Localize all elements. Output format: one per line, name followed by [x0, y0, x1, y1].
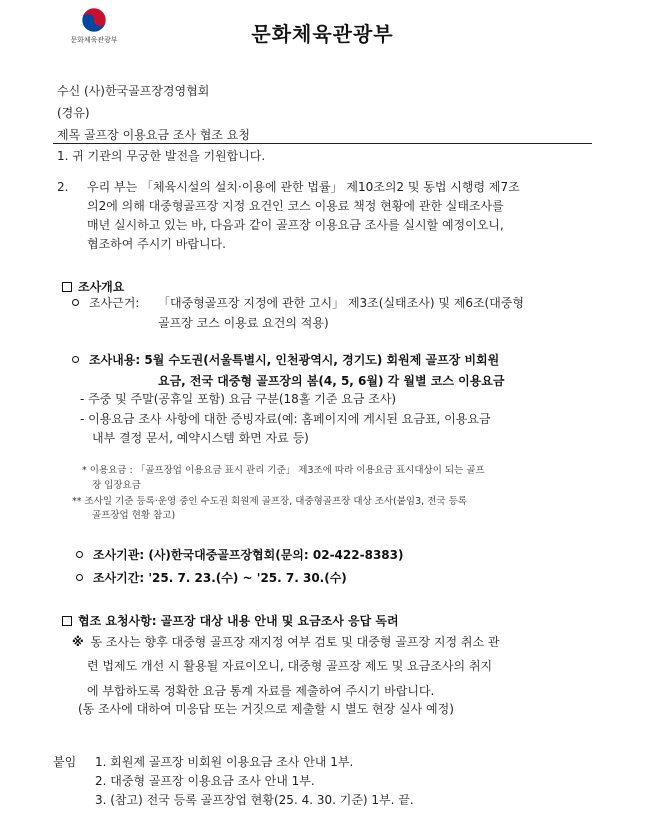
content-text-1: 조사내용: 5월 수도권(서울특별시, 인천광역시, 경기도) 회원제 골프장 비회원: [89, 353, 500, 367]
logo-caption: 문화체육관광부: [70, 36, 118, 44]
basis-text-2: 골프장 코스 이용료 요건의 적용): [158, 316, 329, 330]
paragraph-2-line: 의2에 의해 대중형골프장 지정 요건인 코스 이용료 책정 현황에 관한 실태조사를: [87, 199, 504, 213]
note-1-line-1: * 이용요금 : 「골프장업 이용요금 표시 관리 기준」 제3조에 따라 이용요금 표시대상이 되는 골프: [82, 465, 485, 476]
paragraph-2-line: 매년 실시하고 있는 바, 다음과 같이 골프장 이용요금 조사를 실시할 예정이오니,: [87, 218, 504, 232]
request-line-4: (동 조사에 대하여 미응답 또는 거짓으로 제출할 시 별도 현장 실사 예정): [78, 702, 454, 716]
request-heading: 협조 요청사항: 골프장 대상 내용 안내 및 요금조사 응답 독려: [62, 612, 399, 629]
period-text: 조사기간: '25. 7. 23.(수) ~ '25. 7. 30.(수): [93, 571, 347, 585]
note-1-line-2: 장 입장요금: [92, 480, 141, 491]
dash-item-2-cont: 내부 결정 문서, 예약시스템 화면 자료 등): [92, 431, 309, 445]
attachment-item: 3. (참고) 전국 등록 골프장업 현황(25. 4. 30. 기준) 1부. 끝.: [95, 793, 414, 807]
circle-bullet-icon: [76, 574, 83, 581]
note-2-line-2: 골프장업 현황 참고): [92, 510, 176, 521]
circle-bullet-icon: [76, 551, 83, 558]
checkbox-square-icon: [62, 616, 72, 626]
attachments-label: 붙임: [53, 755, 77, 769]
basis-text-1: 「대중형골프장 지정에 관한 고시」 제3조(실태조사) 및 제6조(대중형: [158, 296, 525, 310]
subject-line: 제목 골프장 이용요금 조사 협조 요청: [57, 128, 250, 142]
dash-item-2: - 이용요금 조사 사항에 대한 증빙자료(예: 홈페이지에 게시된 요금표, 이용요금: [80, 412, 491, 426]
basis-row: [72, 294, 139, 312]
request-line-3: 에 부합하도록 정확한 요금 통계 자료를 제출하여 주시기 바랍니다.: [87, 684, 435, 698]
via-line: (경유): [57, 106, 90, 120]
attachment-item: 1. 회원제 골프장 비회원 이용요금 조사 안내 1부.: [95, 755, 354, 769]
paragraph-2: [87, 178, 597, 254]
paragraph-1: 1. 귀 기관의 무궁한 발전을 기원합니다.: [57, 149, 266, 163]
request-line-1: 동 조사는 향후 대중형 골프장 재지정 여부 검토 및 대중형 골프장 지정 취소 관: [90, 635, 500, 649]
reference-mark-icon: ※: [72, 635, 84, 649]
content-text-2: 요금, 전국 대중형 골프장의 봄(4, 5, 6월) 각 월별 코스 이용요금: [158, 374, 505, 388]
circle-bullet-icon: [72, 299, 79, 306]
recipient-line: 수신 (사)한국골프장경영협회: [57, 84, 210, 98]
dash-item-1: - 주중 및 주말(공휴일 포함) 요금 구분(18홀 기준 요금 조사): [80, 392, 397, 406]
circle-bullet-icon: [72, 356, 79, 363]
overview-heading: 조사개요: [62, 278, 124, 295]
paragraph-2-line: 협조하여 주시기 바랍니다.: [87, 237, 226, 251]
paragraph-2-number: 2.: [57, 180, 69, 194]
attachment-item: 2. 대중형 골프장 이용요금 조사 안내 1부.: [95, 774, 315, 788]
request-line-2: 련 법제도 개선 시 활용될 자료이오니, 대중형 골프장 제도 및 요금조사의 취지: [87, 659, 493, 673]
agency-row: [76, 546, 403, 564]
ministry-title: 문화체육관광부: [251, 22, 394, 46]
request-line-1-row: [72, 633, 499, 651]
content-row: [72, 351, 499, 369]
paragraph-2-line: 우리 부는 「체육시설의 설치·이용에 관한 법률」 제10조의2 및 동법 시행령 제7조: [87, 180, 520, 194]
agency-text: 조사기관: (사)한국대중골프장협회(문의: 02-422-8383): [93, 548, 404, 562]
note-2-line-1: ** 조사일 기준 등록·운영 중인 수도권 회원제 골프장, 대중형골프장 대상 조사(붙임3, 전국 등록: [72, 496, 467, 507]
basis-label: 조사근거:: [89, 296, 140, 310]
period-row: [76, 569, 347, 587]
subject-divider: [53, 143, 592, 144]
checkbox-square-icon: [62, 282, 72, 292]
